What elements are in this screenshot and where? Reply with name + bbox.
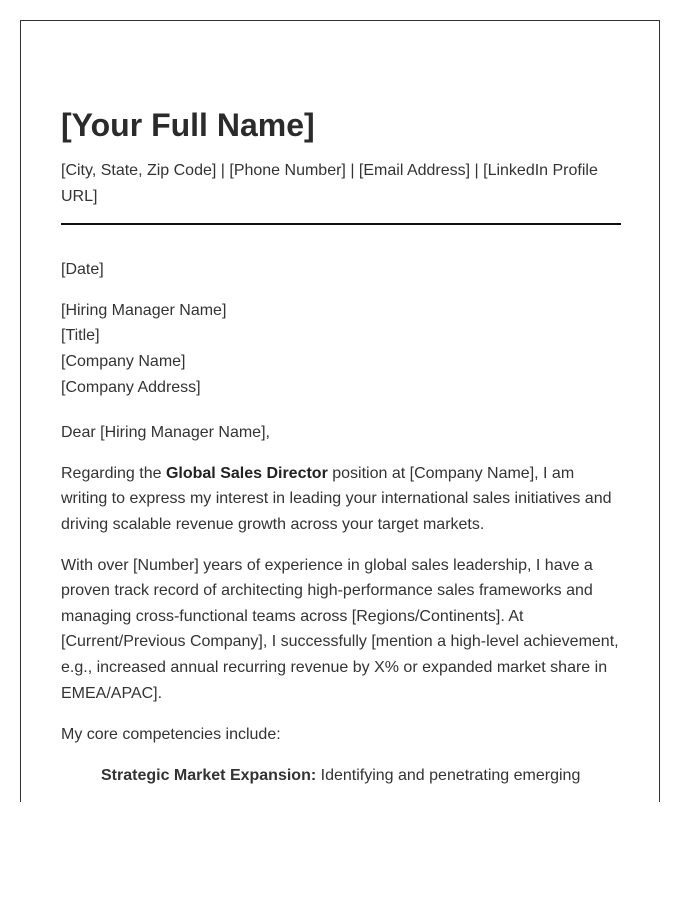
applicant-name: [Your Full Name] (61, 107, 315, 143)
paragraph-intro-end: position at [Company Name], I am writing to express my interest in leading your international sales initiatives and driving scalable revenue growth across your target markets. (61, 464, 612, 533)
competency-text: Identifying and penetrating emerging (316, 766, 581, 784)
letter-date: [Date] (61, 261, 104, 279)
competency-item (101, 763, 621, 789)
letter-content (61, 105, 621, 788)
paragraph-experience: With over [Number] years of experience in global sales leadership, I have a proven track record of architecting high-performance sales frameworks and managing cross-functional teams across [Regions/Continents]. At [Current/Previous Company], I successfully [mention a high-level achievement, e.g., increased annual recurring revenue by X% or expanded market share in EMEA/APAC]. (61, 556, 619, 702)
letter-page (20, 20, 660, 802)
competencies-list (61, 763, 621, 789)
paragraph-intro (61, 461, 621, 538)
competency-label: Strategic Market Expansion: (101, 766, 317, 784)
recipient-block (61, 298, 621, 400)
header-divider (61, 223, 621, 225)
recipient-address: [Company Address] (61, 378, 201, 396)
contact-line: [City, State, Zip Code] | [Phone Number] | [Email Address] | [LinkedIn Profile URL] (61, 162, 598, 205)
recipient-name: [Hiring Manager Name] (61, 301, 227, 319)
recipient-company: [Company Name] (61, 352, 186, 370)
position-title: Global Sales Director (165, 464, 328, 482)
paragraph-intro-start: Regarding the (61, 464, 166, 482)
competencies-intro: My core competencies include: (61, 726, 281, 744)
recipient-title: [Title] (61, 327, 100, 345)
salutation: Dear [Hiring Manager Name], (61, 424, 270, 442)
